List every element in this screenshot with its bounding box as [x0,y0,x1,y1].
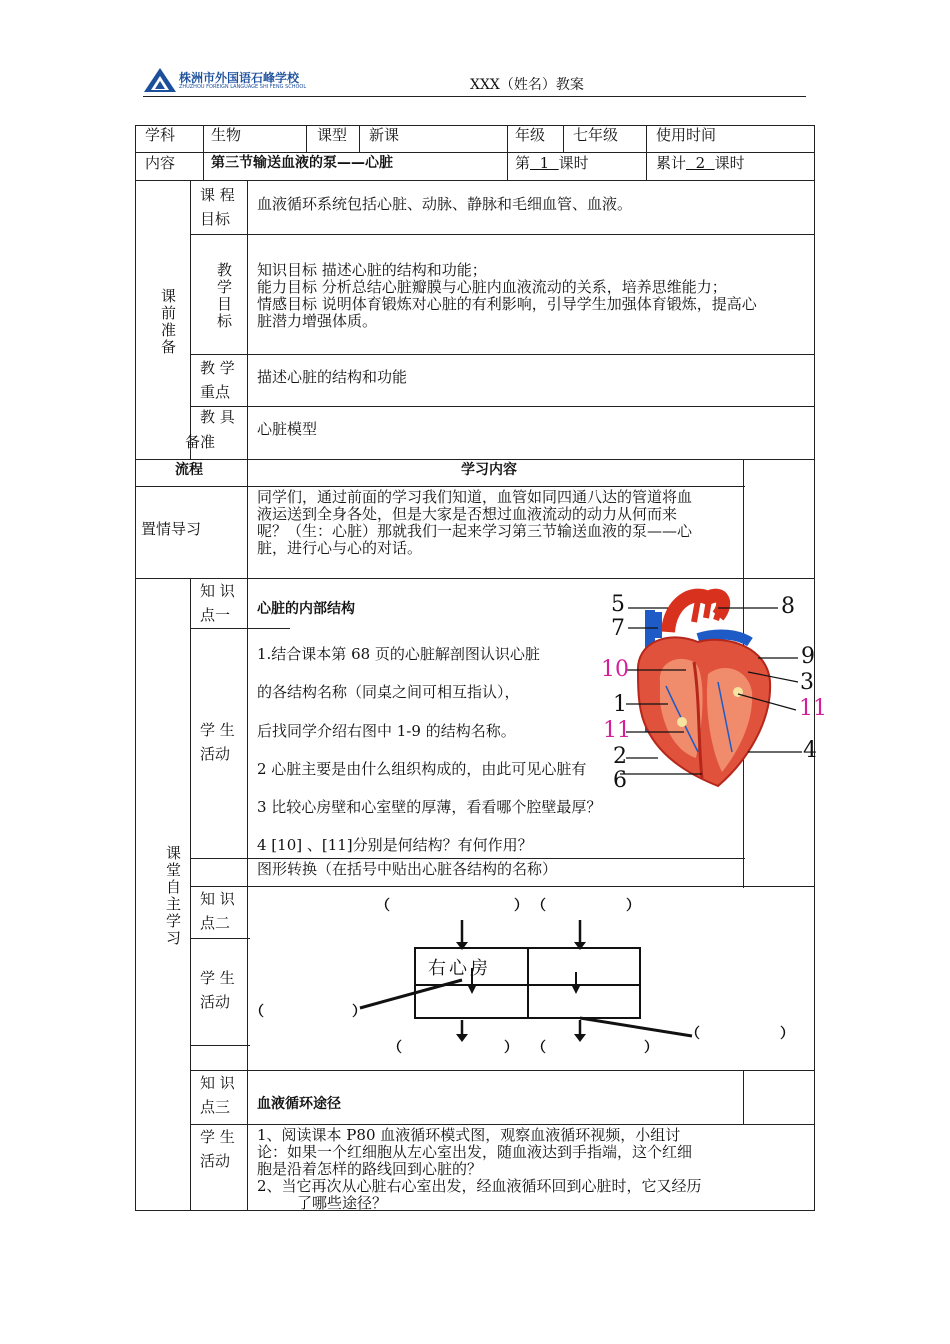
prep-side-label: 课前准备 [161,287,177,356]
blank-close-top-left: ） [514,898,528,914]
course-goal-label: 课 程目标 [200,186,235,228]
diagram-conversion-instruction: 图形转换（在括号中贴出心脏各结构的名称） [257,860,558,878]
grade-label: 年级 [515,126,546,144]
grade-value: 七年级 [573,126,619,144]
school-logo [143,66,307,96]
activity-3-text: 1、阅读课本 P80 血液循环模式图，观察血液循环视频，小组讨 论：如果一个红细胞从左心室出发，随血液达到手指端，这个红细 胞是沿着怎样的路线回到心脏的？ 2、当它再次从心脏右心室出发，经血液循环回到心脏时，它又经历 了哪些途径？ [257,1126,702,1212]
heart-label-9: 9 [801,644,815,669]
lesson-type-value: 新课 [369,126,400,144]
lesson-type-label: 课型 [317,126,348,144]
right-atrium-label: 右心房 [428,958,491,979]
blank-open-top-left: （ [376,898,390,914]
heart-label-7: 7 [611,616,625,641]
school-name-cn: 株洲市外国语石峰学校 [179,71,300,85]
blank-close-top-right: ） [626,898,640,914]
student-activity-3-label: 学 生活动 [200,1128,235,1170]
content-label: 内容 [145,154,176,172]
lesson-number: 第 1 课时 [515,154,589,172]
heart-label-11-left: 11 [603,718,631,743]
knowledge-point-2-label: 知 识点二 [200,890,235,932]
school-name-en: ZHUZHOU FOREIGN LANGUAGE SHI FENG SCHOOL [179,84,307,90]
subject-label: 学科 [145,126,176,144]
heart-label-6: 6 [613,768,627,793]
teach-goal-text: 知识目标 描述心脏的结构和功能； 能力目标 分析总结心脏瓣膜与心脏内血液流动的关系，培养思维能力； 情感目标 说明体育锻炼对心脏的有利影响，引导学生加强体育锻炼，提高心 脏潜力增强体质。 [257,261,757,330]
heart-label-4: 4 [803,738,817,763]
heart-label-8: 8 [781,594,795,619]
activity-1-questions: 1.结合课本第 68 页的心脏解剖图认识心脏 的各结构名称（同桌之间可相互指认）， 后找同学介绍右图中 1-9 的结构名称。 2 心脏主要是由什么组织构成的，由此可见心脏有 3 比较心房壁和心室壁的厚薄，看看哪个腔壁最厚？ 4 [10] 、[11]分别是何结构？有何作用？ [257,645,602,854]
heart-chamber-diagram [250,890,810,1065]
heart-label-10: 10 [601,657,629,682]
blank-open-left: （ [250,1004,264,1020]
student-activity-2-label: 学 生活动 [200,969,235,1011]
intro-text: 同学们，通过前面的学习我们知道，血管如同四通八达的管道将血 液运送到全身各处，但是大家是否想过血液流动的动力从何而来 呢？（生：心脏）那就我们一起来学习第三节输送血液的泵——心 脏，进行心与心的对话。 [257,488,693,557]
logo-mark-icon [143,66,177,94]
lesson-number-value: 1 [539,154,550,172]
blank-close-bottom-right: ） [644,1040,658,1056]
class-side-label: 课堂自主学习 [166,844,182,947]
key-point-label: 教 学重点 [200,359,235,401]
heart-label-3: 3 [800,670,814,695]
tools-label-1: 教 具 [200,408,235,426]
knowledge-point-1-label: 知 识点一 [200,582,235,624]
page-header-title: XXX（姓名）教案 [470,77,584,93]
tools-label-2: 备准 [185,433,216,451]
key-point-text: 描述心脏的结构和功能 [257,368,408,386]
blank-close-bottom-left: ） [504,1040,518,1056]
content-value: 第三节输送血液的泵——心脏 [211,155,393,171]
knowledge-point-1-title: 心脏的内部结构 [257,601,355,617]
use-time-label: 使用时间 [656,126,717,144]
knowledge-point-3-label: 知 识点三 [200,1074,235,1116]
teach-goal-label: 教学目标 [217,261,233,330]
heart-label-11-right: 11 [799,696,827,721]
blank-open-top-right: （ [532,898,546,914]
heart-label-2: 2 [613,744,627,769]
flow-header: 流程 [175,462,203,478]
blank-open-right: （ [686,1026,700,1042]
heart-label-5: 5 [611,592,625,617]
heart-label-1: 1 [613,692,627,717]
chamber-diagram-lines [250,890,810,1065]
total-lessons-value: 2 [695,154,706,172]
subject-value: 生物 [211,126,242,144]
heart-diagram [598,582,827,798]
student-activity-1-label: 学 生活动 [200,721,235,763]
intro-label: 置情导习 [141,520,202,538]
blank-open-bottom-left: （ [388,1040,402,1056]
tools-text: 心脏模型 [257,420,318,438]
knowledge-point-3-title: 血液循环途径 [257,1096,341,1112]
blank-close-right: ） [780,1026,794,1042]
total-lessons: 累计 2 课时 [656,154,745,172]
course-goal-text: 血液循环系统包括心脏、动脉、静脉和毛细血管、血液。 [257,195,633,213]
blank-close-left: ） [352,1004,366,1020]
blank-open-bottom-right: （ [532,1040,546,1056]
learning-content-header: 学习内容 [461,462,517,478]
